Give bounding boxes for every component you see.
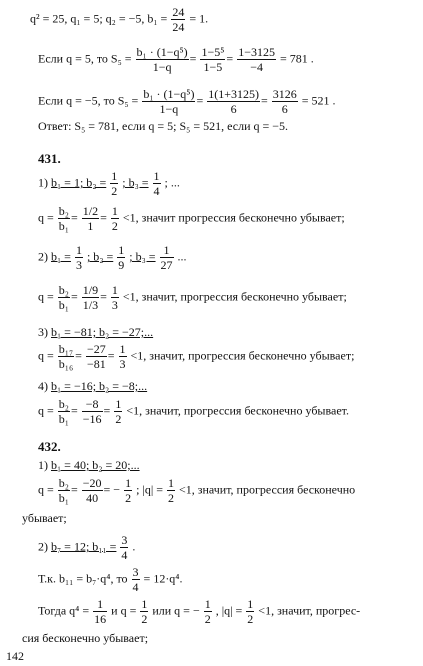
fraction: $\frac{1}{3}$ (111, 283, 118, 312)
fraction: $\frac{1}{2}$ (204, 597, 211, 626)
fraction: $\frac{\text{b₁₇}}{\text{b₁₆}}$ (58, 342, 74, 371)
fraction: $\frac{1}{2}$ (125, 476, 132, 505)
fraction: $\frac{-27}{-81}$ (86, 342, 106, 371)
p431-s4-q: q = $\frac{\text{b₂}}{\text{b₁}}$ = $\frac{-8}{-16}$ = $\frac{1}{2}$ <1, значит, прогрессия бесконечно убывает. (38, 397, 349, 426)
fraction: $\frac{1(1+3125)}{6}$ (208, 87, 259, 116)
eq-text: = 781 . (279, 51, 314, 66)
fraction: $\frac{\text{b₁ · (1−q⁵)}}{1-q}$ (143, 87, 195, 116)
fraction: $\frac{1}{3}$ (75, 243, 82, 272)
fraction: $\frac{1}{2}$ (141, 597, 148, 626)
fraction: $\frac{\text{b₂}}{\text{b₁}}$ (58, 397, 69, 426)
eq-text: q² = 25, q₁ = 5; q₂ = −5, b₁ = (30, 11, 168, 26)
fraction: $\frac{1}{2}$ (167, 476, 174, 505)
p432-s2-then: Тогда q⁴ = $\frac{1}{16}$ и q = $\frac{1}{2}$ или q = − $\frac{1}{2}$ , |q| = $\frac{1}{2}$ <1, значит, прогрес- (38, 597, 361, 626)
fraction: $\frac{1}{2}$ (247, 597, 254, 626)
fraction: $\frac{1}{27}$ (160, 243, 173, 272)
fraction: $\frac{1/2}{1}$ (82, 204, 99, 233)
fraction: $\frac{1}{16}$ (94, 597, 107, 626)
fraction: $\frac{3}{4}$ (121, 533, 128, 562)
problem-431-header: 431. (38, 151, 61, 166)
p432-s2-tk: Т.к. b₁₁ = b₇·q⁴, то $\frac{3}{4}$ = 12·q⁴. (38, 565, 183, 594)
p432-s1-q: q = $\frac{\text{b₂}}{\text{b₁}}$ = $\frac{-20}{40}$ = − $\frac{1}{2}$ ; |q| = $\frac{1}{2}$ <1, значит, прогрессия бесконечно (38, 476, 356, 505)
eq-text: Если q = −5, то S₅ = (38, 93, 139, 108)
p431-s4-given: 4) b₁ = −16; b₂ = −8;... (38, 379, 148, 393)
p431-s2-given: 2) b₁ = $\frac{1}{3}$ ; b₂ = $\frac{1}{9}$ ; b₃ = $\frac{1}{27}$ ... (38, 243, 187, 272)
problem-432-header: 432. (38, 439, 61, 454)
fraction: $\frac{24}{24}$ (172, 5, 185, 34)
fraction: $\frac{1}{2}$ (111, 169, 118, 198)
fraction: $\frac{1}{2}$ (115, 397, 122, 426)
fraction: $\frac{1-3125}{-4}$ (238, 45, 275, 74)
fraction: $\frac{-20}{40}$ (82, 476, 102, 505)
page-number: 142 (6, 649, 24, 663)
fraction: $\frac{1}{9}$ (118, 243, 125, 272)
eq-q-values (30, 6, 208, 33)
fraction: $\frac{1/9}{1/3}$ (82, 283, 99, 312)
p432-s2-cont: сия бесконечно убывает; (22, 631, 149, 645)
p431-s1-q: q = $\frac{\text{b₂}}{\text{b₁}}$ = $\frac{1/2}{1}$ = $\frac{1}{2}$ <1, значит прогрессия бесконечно убывает; (38, 204, 345, 233)
fraction: $\frac{\text{b₂}}{\text{b₁}}$ (58, 476, 69, 505)
eq-text: = 521 . (301, 93, 336, 108)
fraction: $\frac{1}{4}$ (153, 169, 160, 198)
fraction: $\frac{\text{b₁ · (1−q⁵)}}{1-q}$ (136, 45, 188, 74)
fraction: $\frac{\text{b₂}}{\text{b₁}}$ (58, 283, 69, 312)
p432-s2-given: 2) b₇ = 12; b₁₁ = $\frac{3}{4}$ . (38, 533, 136, 562)
eq-text: = 1. (189, 11, 209, 26)
fraction: $\frac{\text{1−5⁵}}{1-5}$ (201, 45, 225, 74)
p431-s3-given: 3) b₁ = −81; b₂ = −27;... (38, 325, 154, 339)
p431-s2-q: q = $\frac{\text{b₂}}{\text{b₁}}$ = $\frac{1/9}{1/3}$ = $\frac{1}{3}$ <1, значит, прогрессия бесконечно убывает; (38, 283, 347, 312)
eq-sum-q-neg5: Если q = −5, то S₅ = $\frac{\text{b₁ · (1−q⁵)}}{1-q}$ = $\frac{1(1+3125)}{6}$ = $\frac{3126}{6}$ = 521 . (38, 87, 336, 116)
fraction: $\frac{1}{2}$ (111, 204, 118, 233)
p431-s1-given: 1) b₁ = 1; b₂ = $\frac{1}{2}$ ; b₃ = $\frac{1}{4}$ ; ... (38, 169, 180, 198)
answer-line: Ответ: S₅ = 781, если q = 5; S₅ = 521, если q = −5. (38, 119, 289, 133)
eq-sum-q5: Если q = 5, то S₅ = $\frac{\text{b₁ · (1−q⁵)}}{1-q}$ = $\frac{\text{1−5⁵}}{1-5}$ = $\frac{1-3125}{-4}$ = 781 . (38, 45, 314, 74)
p432-s1-cont: убывает; (22, 511, 67, 525)
fraction: $\frac{1}{3}$ (119, 342, 126, 371)
p431-s3-q: q = $\frac{\text{b₁₇}}{\text{b₁₆}}$ = $\frac{-27}{-81}$ = $\frac{1}{3}$ <1, значит, прогрессия бесконечно убывает; (38, 342, 355, 371)
eq-text: Если q = 5, то S₅ = (38, 51, 132, 66)
fraction: $\frac{3126}{6}$ (272, 87, 297, 116)
fraction: $\frac{3}{4}$ (132, 565, 139, 594)
p432-s1-given: 1) b₁ = 40; b₂ = 20;... (38, 458, 140, 472)
fraction: $\frac{\text{b₂}}{\text{b₁}}$ (58, 204, 69, 233)
fraction: $\frac{-8}{-16}$ (82, 397, 102, 426)
